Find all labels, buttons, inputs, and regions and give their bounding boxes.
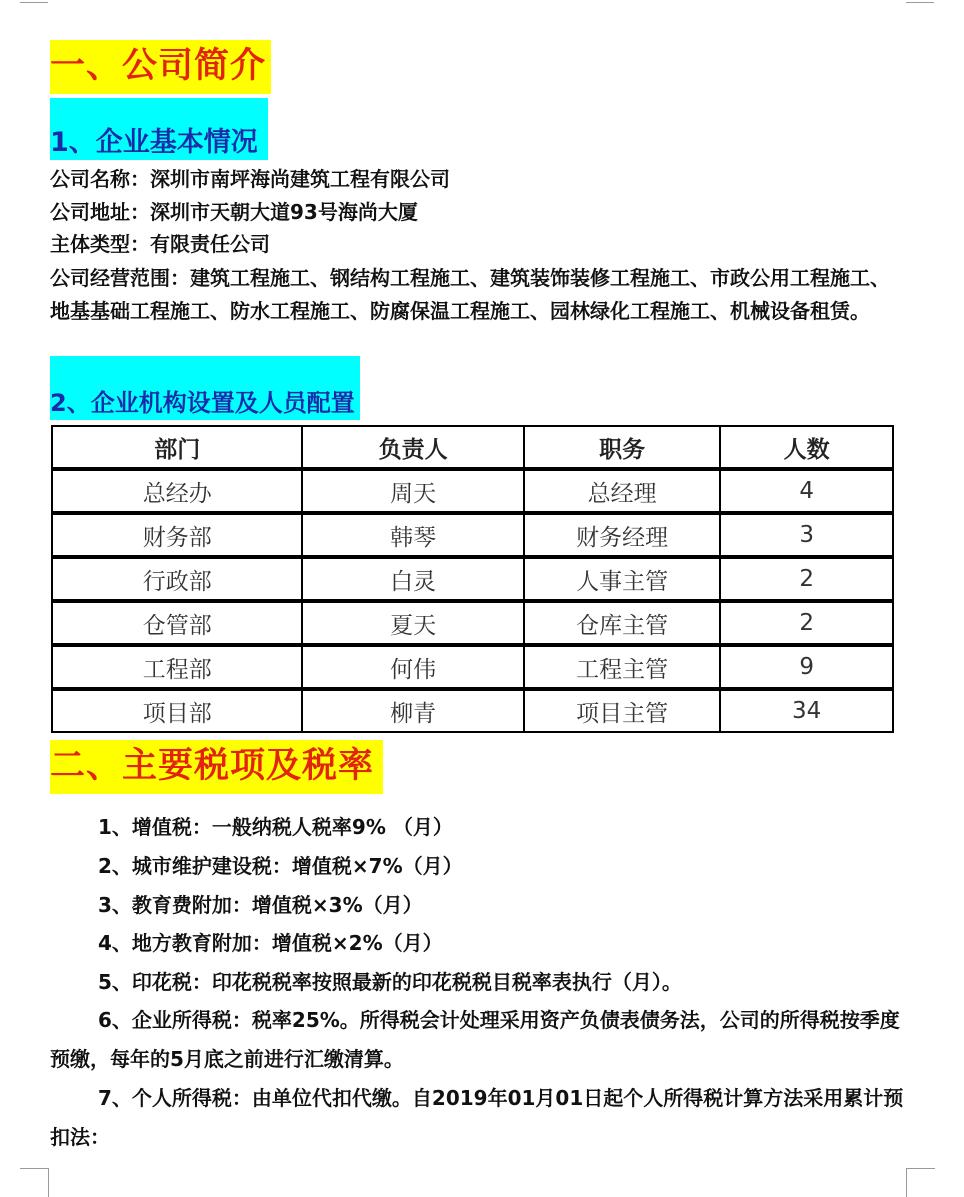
header-manager: 负责人 [302,426,523,469]
cell-position: 人事主管 [524,557,721,601]
cell-department: 行政部 [52,557,302,601]
cell-position: 财务经理 [524,513,721,557]
table-row [52,469,893,513]
section-2-heading: 二、主要税项及税率 [50,740,383,794]
cell-manager: 周天 [302,469,523,513]
cell-position: 工程主管 [524,645,721,689]
tax-item-corporate-income: 6、企业所得税：税率25%。所得税会计处理采用资产负债表债务法，公司的所得税按季度预缴，每年的5月底之前进行汇缴清算。 [50,1008,900,1071]
cell-department: 工程部 [52,645,302,689]
cell-manager: 柳青 [302,689,523,732]
header-headcount: 人数 [720,426,893,469]
org-staff-table [51,425,894,733]
cell-position: 项目主管 [524,689,721,732]
table-row [52,513,893,557]
cell-headcount: 2 [720,557,893,601]
table-row [52,645,893,689]
subsection-2-heading [50,356,360,420]
company-address: 公司地址：深圳市天朝大道93号海尚大厦 [50,200,418,224]
company-name: 公司名称：深圳市南坪海尚建筑工程有限公司 [50,167,450,191]
cell-headcount: 2 [720,601,893,645]
cell-manager: 何伟 [302,645,523,689]
cell-manager: 夏天 [302,601,523,645]
tax-item-education-surcharge: 3、教育费附加：增值税×3%（月） [98,893,423,917]
tax-item-vat: 1、增值税：一般纳税人税率9% （月） [98,815,453,839]
tax-item-stamp-duty: 5、印花税：印花税税率按照最新的印花税税目税率表执行（月）。 [98,970,682,994]
cell-manager: 白灵 [302,557,523,601]
cell-position: 仓库主管 [524,601,721,645]
subsection-1-heading-text: 1、企业基本情况 [50,127,258,158]
crop-mark-top-right [906,0,934,3]
section-1-heading: 一、公司简介 [50,40,271,94]
tax-item-local-education-surcharge: 4、地方教育附加：增值税×2%（月） [98,931,443,955]
table-row [52,557,893,601]
business-scope: 公司经营范围：建筑工程施工、钢结构工程施工、建筑装饰装修工程施工、市政公用工程施工、地基基础工程施工、防水工程施工、防腐保温工程施工、园林绿化工程施工、机械设备租赁。 [50,266,890,323]
header-department: 部门 [52,426,302,469]
subsection-1-heading [50,98,268,160]
table-row [52,689,893,732]
cell-department: 项目部 [52,689,302,732]
entity-type: 主体类型：有限责任公司 [50,232,270,256]
cell-department: 仓管部 [52,601,302,645]
cell-headcount: 3 [720,513,893,557]
subsection-2-heading-text: 2、企业机构设置及人员配置 [50,389,355,417]
cell-department: 总经办 [52,469,302,513]
crop-mark-top-left [20,0,48,3]
crop-mark-bottom-right [906,1168,935,1197]
cell-department: 财务部 [52,513,302,557]
cell-headcount: 4 [720,469,893,513]
table-row [52,601,893,645]
header-position: 职务 [524,426,721,469]
cell-manager: 韩琴 [302,513,523,557]
tax-item-personal-income: 7、个人所得税：由单位代扣代缴。自2019年01月01日起个人所得税计算方法采用累计预扣法： [50,1086,904,1149]
crop-mark-bottom-left [20,1168,49,1197]
cell-headcount: 9 [720,645,893,689]
tax-item-urban-construction: 2、城市维护建设税：增值税×7%（月） [98,854,463,878]
cell-position: 总经理 [524,469,721,513]
table-header-row [52,426,893,469]
cell-headcount: 34 [720,689,893,732]
